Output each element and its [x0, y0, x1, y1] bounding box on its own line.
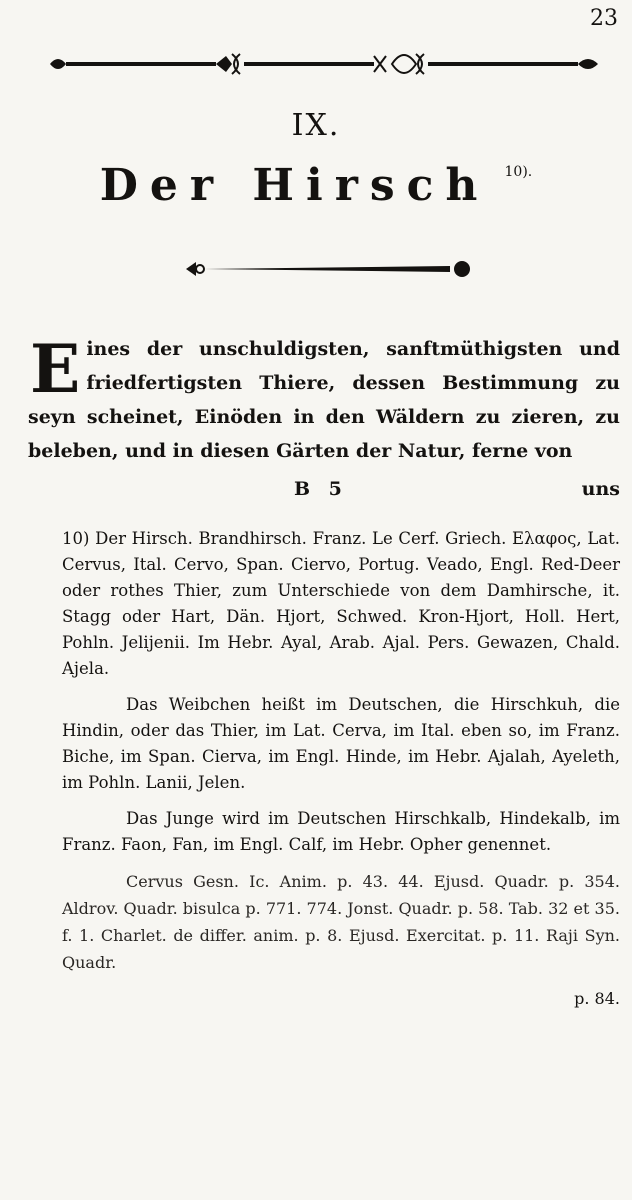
footnote-paragraph-young: Das Junge wird im Deutschen Hirschkalb, Hindekalb, im Franz. Faon, Fan, im Engl. Calf, im Hebr. Opher genennet.	[62, 809, 620, 854]
chapter-title-row	[0, 160, 632, 211]
middle-ornament-rule-icon	[180, 254, 480, 284]
chapter-number: IX.	[291, 108, 341, 143]
signature-line	[28, 474, 620, 508]
top-ornament-rule-icon	[40, 42, 620, 86]
chapter-title: Der Hirsch	[99, 160, 490, 211]
page-number: 23	[590, 6, 618, 31]
footnote-paragraph-names: 10) Der Hirsch. Brandhirsch. Franz. Le Cerf. Griech. Ελαφος, Lat. Cervus, Ital. Cervo, Span. Ciervo, Portug. Veado, Engl. Red-Deer oder rothes Thier, zum Unterschiede von dem Damhirsche, it. Stagg oder Hart, Dän. Hjort, Schwed. Kron-Hjort, Holl. Hert, Pohln. Jelijenii. Im Hebr. Ayal, Arab. Ajal. Pers. Gewazen, Chald. Ajela.	[62, 529, 620, 678]
signature-mark: B 5	[294, 478, 348, 500]
footnote-bibliography-end: p. 84.	[574, 989, 620, 1008]
footnote	[62, 526, 620, 1022]
footnote-bibliography: Cervus Gesn. Ic. Anim. p. 43. 44. Ejusd. Quadr. p. 354. Aldrov. Quadr. bisulca p. 771. 774. Jonst. Quadr. p. 58. Tab. 32 et 35. f. 1. Charlet. de differ. anim. p. 8. Ejusd. Exercitat. p. 11. Raji Syn. Quadr.	[62, 872, 620, 972]
footnote-reference: 10).	[504, 164, 533, 180]
main-text	[28, 332, 620, 468]
main-text-paragraph: ines der unschuldigsten, sanftmüthigsten und friedfertigsten Thiere, dessen Bestimmung zu seyn scheinet, Einöden in den Wäldern zu zieren, zu beleben, und in diesen Gärten der Natur, ferne von	[28, 338, 620, 462]
footnote-paragraph-female: Das Weibchen heißt im Deutschen, die Hirschkuh, die Hindin, oder das Thier, im Lat. Cerva, im Ital. eben so, im Franz. Biche, im Span. Cierva, im Engl. Hinde, im Hebr. Ajalah, Ayeleth, im Pohln. Lanii, Jelen.	[62, 695, 620, 792]
drop-cap: E	[30, 330, 81, 408]
catchword: uns	[581, 478, 620, 500]
